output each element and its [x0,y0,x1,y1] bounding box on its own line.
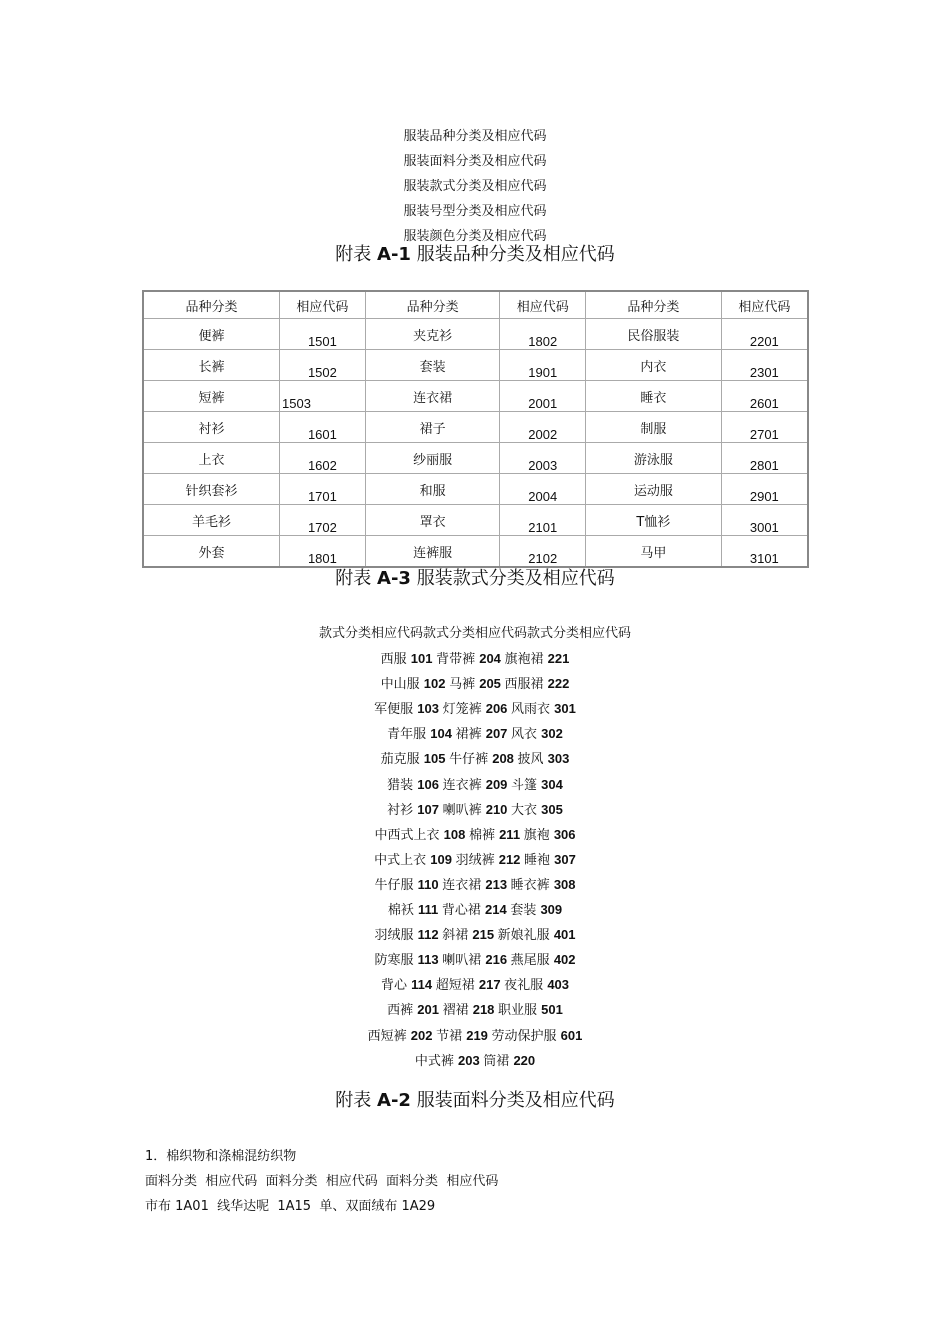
category-cell: 短裤 [143,381,280,412]
code-cell: 3001 [721,505,808,536]
style-code: 101 [410,651,437,666]
style-code-line [0,748,950,767]
toc-line: 服装号型分类及相应代码 [403,204,547,219]
style-code: 103 [417,701,443,717]
style-name: 中式裤 [414,1053,458,1069]
style-code-line [0,723,950,742]
style-code: 214 [485,902,511,917]
style-code: 114 [411,977,436,993]
category-cell: 连衣裙 [365,381,500,412]
table-row [143,350,808,381]
style-code-line [0,673,950,692]
style-name: 中式上衣 [374,852,431,868]
code-cell: 1601 [280,412,366,443]
table-a2-row: 市布 1A01 线华达呢 1A15 单、双面绒布 1A29 [145,1199,436,1214]
style-code: 217 [478,977,505,993]
style-name: 超短裙 [435,978,479,994]
style-code: 211 [499,826,524,842]
style-code-line [0,899,950,918]
code-cell: 1602 [280,443,366,474]
category-cell: 上衣 [143,443,280,474]
style-name: 披风 [517,752,548,768]
category-cell: 游泳服 [586,443,722,474]
style-name: 斜裙 [442,928,473,944]
header-cell: 品种分类 [586,291,722,319]
code-cell: 1503 [280,381,366,412]
style-name: 旗袍裙 [504,652,548,667]
style-name: 筒裙 [483,1053,514,1069]
style-name: 风雨衣 [511,702,555,718]
style-code: 202 [410,1027,437,1043]
style-name: 喇叭裙 [442,953,486,969]
category-cell: T恤衫 [586,505,722,536]
header-cell: 相应代码 [721,291,808,319]
table-row [143,505,808,536]
table-row [143,443,808,474]
style-code: 201 [417,1002,443,1018]
style-name: 青年服 [387,727,431,743]
code-cell: 2801 [721,443,808,474]
style-code: 112 [417,927,443,943]
code-cell: 2004 [500,474,586,505]
table-row [143,412,808,443]
category-cell: 夹克衫 [365,319,500,350]
header-cell: 相应代码 [280,291,366,319]
style-code: 309 [540,902,563,917]
table-row [143,536,808,568]
style-code: 303 [547,751,570,767]
table-a3-header: 款式分类相应代码款式分类相应代码款式分类相应代码 [318,626,631,641]
style-name: 西服裙 [504,677,548,693]
category-cell: 制服 [586,412,722,443]
toc-line: 服装颜色分类及相应代码 [403,229,547,244]
style-code-line [0,799,950,818]
style-code-line [0,824,950,843]
title-prefix: 附表 [335,568,372,589]
style-code: 113 [417,952,443,968]
style-code: 209 [485,776,512,792]
title-code: A-1 [377,244,411,265]
style-code-line [0,1050,950,1069]
toc-line: 服装面料分类及相应代码 [403,154,547,169]
style-name: 羽绒裤 [455,852,499,868]
table-row [143,474,808,505]
style-name: 夜礼服 [504,978,548,994]
style-name: 军便服 [374,702,418,718]
style-code: 102 [423,676,450,692]
table-a2-header: 面料分类 相应代码 面料分类 相应代码 面料分类 相应代码 [145,1174,499,1189]
style-code: 222 [547,676,570,692]
table-row [143,319,808,350]
code-cell: 1901 [500,350,586,381]
code-cell: 2101 [500,505,586,536]
style-code: 301 [554,701,576,717]
title-text: 服装面料分类及相应代码 [416,1090,615,1111]
style-code-line [0,874,950,893]
code-cell: 2102 [500,536,586,568]
style-name: 灯笼裤 [442,702,486,718]
style-code: 601 [560,1027,583,1043]
code-cell: 2701 [721,412,808,443]
style-name: 睡衣裤 [510,877,554,893]
code-cell: 1801 [280,536,366,568]
title-code: A-3 [377,568,411,589]
category-cell: 裙子 [365,412,500,443]
style-code: 215 [472,927,498,943]
category-cell: 睡衣 [586,381,722,412]
style-code: 204 [479,651,505,666]
style-name: 连衣裙 [442,877,486,893]
style-name: 新娘礼服 [497,928,554,944]
style-code: 402 [553,952,576,968]
category-cell: 套装 [365,350,500,381]
header-cell: 品种分类 [365,291,500,319]
style-code-line [0,1025,950,1044]
code-cell: 1702 [280,505,366,536]
style-name: 节裙 [436,1028,467,1044]
section-heading: 1．棉织物和涤棉混纺织物 [145,1149,297,1164]
style-name: 牛仔服 [374,877,418,893]
style-code: 207 [485,726,512,742]
style-code: 108 [443,826,469,842]
style-code: 109 [430,851,456,867]
title-prefix: 附表 [335,244,372,265]
category-cell: 民俗服装 [586,319,722,350]
category-cell: 纱丽服 [365,443,500,474]
style-name: 西裤 [387,1003,418,1019]
style-name: 大衣 [511,802,542,818]
code-cell: 1502 [280,350,366,381]
style-name: 睡袍 [524,852,555,868]
style-name: 连衣裤 [442,777,486,793]
category-cell: 运动服 [586,474,722,505]
category-cell: 便裤 [143,319,280,350]
title-prefix: 附表 [335,1090,372,1111]
category-cell: 长裤 [143,350,280,381]
table-a3-title [0,564,950,590]
style-code-line [0,849,950,868]
style-code: 208 [492,751,518,767]
style-code: 212 [498,851,525,867]
code-cell: 2201 [721,319,808,350]
style-code: 111 [417,902,442,917]
style-name: 棉袄 [387,903,418,918]
style-code: 308 [553,876,576,892]
header-cell: 品种分类 [143,291,280,319]
code-cell: 3101 [721,536,808,568]
table-header-row [143,291,808,319]
style-code: 306 [553,826,576,842]
style-code: 106 [417,776,443,792]
style-name: 风衣 [511,727,542,743]
style-name: 防寒服 [374,953,418,969]
style-code: 305 [541,801,563,817]
category-cell: 羊毛衫 [143,505,280,536]
style-code: 219 [466,1027,492,1043]
style-code: 302 [541,726,563,742]
code-cell: 2601 [721,381,808,412]
style-code: 220 [513,1052,536,1068]
style-name: 裙裤 [455,727,486,743]
style-code-line [0,999,950,1018]
style-code: 218 [472,1002,499,1018]
category-cell: 马甲 [586,536,722,568]
style-name: 背心 [380,978,412,994]
style-code-line [0,949,950,968]
style-name: 斗篷 [511,777,542,793]
style-code: 213 [485,876,511,892]
style-name: 旗袍 [523,827,554,843]
style-name: 劳动保护服 [491,1028,561,1044]
style-name: 背心裙 [441,903,485,918]
style-code: 501 [541,1002,563,1018]
category-cell: 针织套衫 [143,474,280,505]
style-name: 衬衫 [387,802,418,818]
style-name: 西短裤 [367,1028,411,1044]
style-code: 216 [485,952,511,968]
table-a1 [142,290,809,568]
style-name: 牛仔裤 [449,752,493,768]
style-code: 221 [547,651,570,666]
style-name: 马裤 [449,677,480,693]
code-cell: 2002 [500,412,586,443]
toc-line: 服装品种分类及相应代码 [403,129,547,144]
style-code: 210 [485,801,512,817]
style-code: 110 [417,876,443,892]
style-code-line [0,698,950,717]
style-name: 羽绒服 [374,928,418,944]
table-a2-title [0,1086,950,1112]
code-cell: 1802 [500,319,586,350]
style-name: 燕尾服 [510,953,554,969]
style-code: 105 [423,751,450,767]
style-name: 中西式上衣 [374,827,444,843]
category-cell: 连裤服 [365,536,500,568]
style-name: 中山服 [380,677,424,693]
style-code-line [0,774,950,793]
style-name: 棉裤 [468,827,500,843]
category-cell: 衬衫 [143,412,280,443]
style-name: 职业服 [498,1003,542,1019]
style-name: 猎装 [387,777,418,793]
code-cell: 2301 [721,350,808,381]
code-cell: 2901 [721,474,808,505]
style-code: 107 [417,801,443,817]
title-text: 服装款式分类及相应代码 [416,568,615,589]
category-cell: 外套 [143,536,280,568]
code-cell: 2003 [500,443,586,474]
style-code: 403 [547,977,570,993]
code-cell: 1701 [280,474,366,505]
code-cell: 2001 [500,381,586,412]
style-code: 206 [485,701,512,717]
style-code: 304 [541,776,563,792]
style-name: 背带裤 [436,652,480,667]
table-row [143,381,808,412]
style-code: 104 [430,726,456,742]
category-cell: 内衣 [586,350,722,381]
style-code: 205 [479,676,505,692]
style-name: 套装 [510,903,541,918]
style-name: 褶裙 [442,1003,473,1019]
toc-line: 服装款式分类及相应代码 [403,179,547,194]
style-code: 203 [457,1052,484,1068]
style-code: 307 [554,851,576,867]
table-a1-title [0,240,950,266]
header-cell: 相应代码 [500,291,586,319]
style-name: 茄克服 [380,752,424,768]
style-code-line [0,974,950,993]
category-cell: 罩衣 [365,505,500,536]
code-cell: 1501 [280,319,366,350]
title-text: 服装品种分类及相应代码 [416,244,615,265]
style-name: 西服 [380,652,411,667]
style-code-line [0,924,950,943]
title-code: A-2 [377,1090,411,1111]
category-cell: 和服 [365,474,500,505]
style-code-line [0,648,950,667]
style-code: 401 [553,927,576,943]
style-name: 喇叭裤 [442,802,486,818]
